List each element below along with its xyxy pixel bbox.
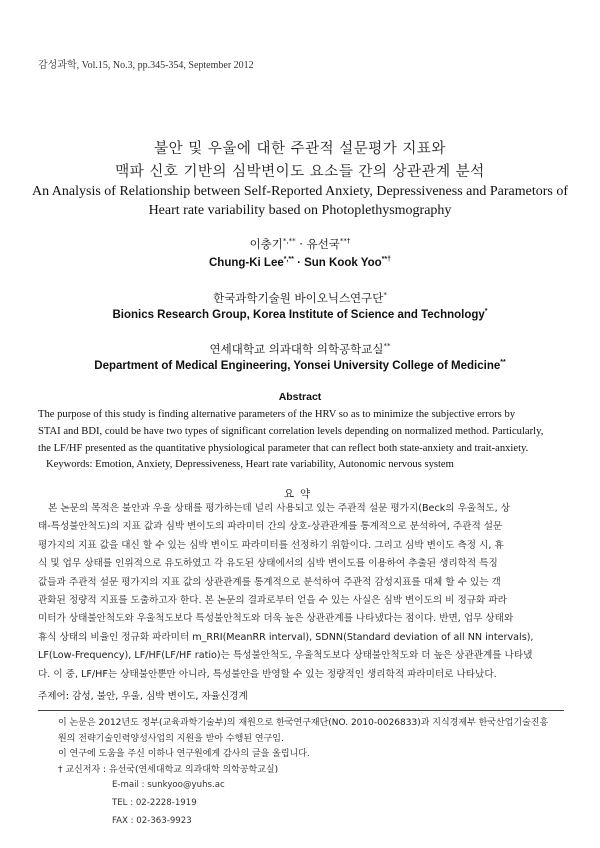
korean-abstract-line: 본 논문의 목적은 불안과 우울 상태를 평가하는데 널리 사용되고 있는 주관적 설문 평가지(Beck의 우울척도, 상 (48, 503, 511, 514)
footnote-line: 이 연구에 도움을 주신 이하나 연구원에게 감사의 글을 올립니다. (58, 749, 310, 759)
author-2-name-en: Sun Kook Yoo (304, 256, 382, 269)
korean-abstract-line: 휴식 상태의 비율인 정규화 파라미터 m_RRI(MeanRR interval), SDNN(Standard deviation of all NN intervals), (38, 631, 534, 643)
author-2-name-kr: 유선국 (306, 237, 340, 251)
affiliation-1-english-text: Bionics Research Group, Korea Institute of Science and Technology (112, 308, 485, 321)
footnotes (58, 716, 564, 778)
author-1-name-en: Chung-Ki Lee (209, 256, 284, 269)
affiliation-2-mark: ** (383, 342, 391, 351)
title-korean-line-1: 불안 및 우울에 대한 주관적 설문평가 지표와 (154, 141, 446, 157)
affiliation-1-english (0, 308, 600, 321)
korean-abstract-line: LF(Low-Frequency), LF/HF(LF/HF ratio)는 특성불안척도, 우울척도보다 상태불안척도와 더 높은 상관관계를 나타냈 (38, 650, 533, 662)
korean-abstract-line: 식 및 업무 상태를 인위적으로 유도하였고 각 유도된 상태에서의 심박 변이도를 이용하여 추출된 생리학적 특징 (38, 558, 498, 570)
korean-abstract-line: 평가지의 지표 값을 대신 할 수 있는 심박 변이도 파라미터를 선정하기 위함이다. 그리고 심박 변이도 측정 시, 휴 (38, 539, 504, 551)
author-1-mark: *,** (282, 237, 296, 246)
authors-english (0, 256, 600, 269)
korean-abstract-line: 값들과 주관적 설문 평가지의 지표 값의 상관관계를 통계적으로 분석하여 주관적 감성지표를 대체 할 수 있는 객 (38, 576, 501, 588)
abstract-line: The purpose of this study is finding alternative parameters of the HRV so as to minimize the subjective errors by (38, 409, 516, 420)
title-english-line-2: Heart rate variability based on Photoplethysmography (148, 203, 452, 218)
title-english-line-1: An Analysis of Relationship between Self-Reported Anxiety, Depressiveness and Parametors of (31, 184, 569, 199)
title-korean-line-2: 맥파 신호 기반의 심박변이도 요소들 간의 상관관계 분석 (115, 164, 485, 180)
author-separator: · (295, 237, 307, 251)
abstract-body (38, 406, 564, 457)
affiliation-2-english (0, 359, 600, 372)
contact-fax: FAX : 02-363-9923 (112, 816, 192, 826)
author-1-name-kr: 이충기 (249, 237, 283, 251)
affiliation-1-mark: * (383, 291, 387, 300)
korean-abstract-line: 미터가 상태불안척도와 우울척도보다 특성불안척도와 더욱 높은 상관관계를 나타냈다는 점이다. 반면, 업무 상태와 (38, 613, 514, 625)
author-2-mark-en: **† (381, 256, 391, 263)
korean-abstract-heading: 요약 (283, 488, 317, 500)
footnote-line: 원의 전략기술인력양성사업의 지원을 받아 수행된 연구임. (58, 733, 284, 744)
contact-email: E-mail : sunkyoo@yuhs.ac (112, 780, 225, 790)
footnote-line: 이 논문은 2012년도 정부(교육과학기술부)의 재원으로 한국연구재단(NO. 2010-0026833)과 지식경제부 한국산업기술진흥 (58, 718, 549, 728)
affiliation-2-korean-text: 연세대학교 의과대학 의학공학교실 (209, 342, 384, 356)
keywords-korean: 주제어: 감성, 불안, 우울, 심박 변이도, 자율신경계 (38, 691, 248, 702)
keywords-english: Keywords: Emotion, Anxiety, Depressiveness, Heart rate variability, Autonomic nervous system (46, 459, 454, 470)
affiliation-2-english-text: Department of Medical Engineering, Yonsei University College of Medicine (94, 359, 501, 372)
korean-abstract-line: 관화된 정량적 지표를 도출하고자 한다. 본 논문의 결과로부터 얻을 수 있는 사실은 심박 변이도의 비 정규화 파라 (38, 595, 507, 607)
korean-abstract-line: 태-특성불안척도)의 지표 값과 심박 변이도의 파라미터 간의 상호-상관관계를 통계적으로 분석하여, 주관적 설문 (38, 521, 503, 533)
author-2-mark: **† (339, 237, 351, 246)
footnote-divider (38, 710, 564, 711)
contact-info (112, 776, 225, 830)
korean-abstract-body (38, 500, 564, 684)
affiliation-1-mark-en: * (484, 308, 488, 315)
abstract-line: the LF/HF presented as the quantitative physiological parameter that can reflect both state-anxiety and trait-anxiety. (38, 443, 529, 454)
affiliation-1-korean (0, 290, 600, 306)
abstract-line: STAI and BDI, could be have two types of significant correlation levels depending on normalized method. Particularly, (38, 426, 544, 437)
footnote-line: † 교신저자 : 유선국(연세대학교 의과대학 의학공학교실) (58, 764, 279, 775)
author-1-mark-en: *,** (283, 256, 294, 263)
authors-korean (0, 236, 600, 252)
abstract-heading: Abstract (278, 391, 322, 403)
journal-header: 감성과학, Vol.15, No.3, pp.345-354, September 2012 (38, 60, 254, 71)
contact-tel: TEL : 02-2228-1919 (112, 798, 197, 808)
affiliation-1-korean-text: 한국과학기술원 바이오닉스연구단 (213, 291, 384, 305)
korean-abstract-line: 다. 이 중, LF/HF는 상태불안뿐만 아니라, 특성불안을 반영할 수 있는 정량적인 생리학적 파라미터로 나타났다. (38, 668, 497, 680)
affiliation-2-korean (0, 341, 600, 357)
affiliation-2-mark-en: ** (500, 359, 506, 366)
author-separator-en: · (293, 256, 305, 269)
